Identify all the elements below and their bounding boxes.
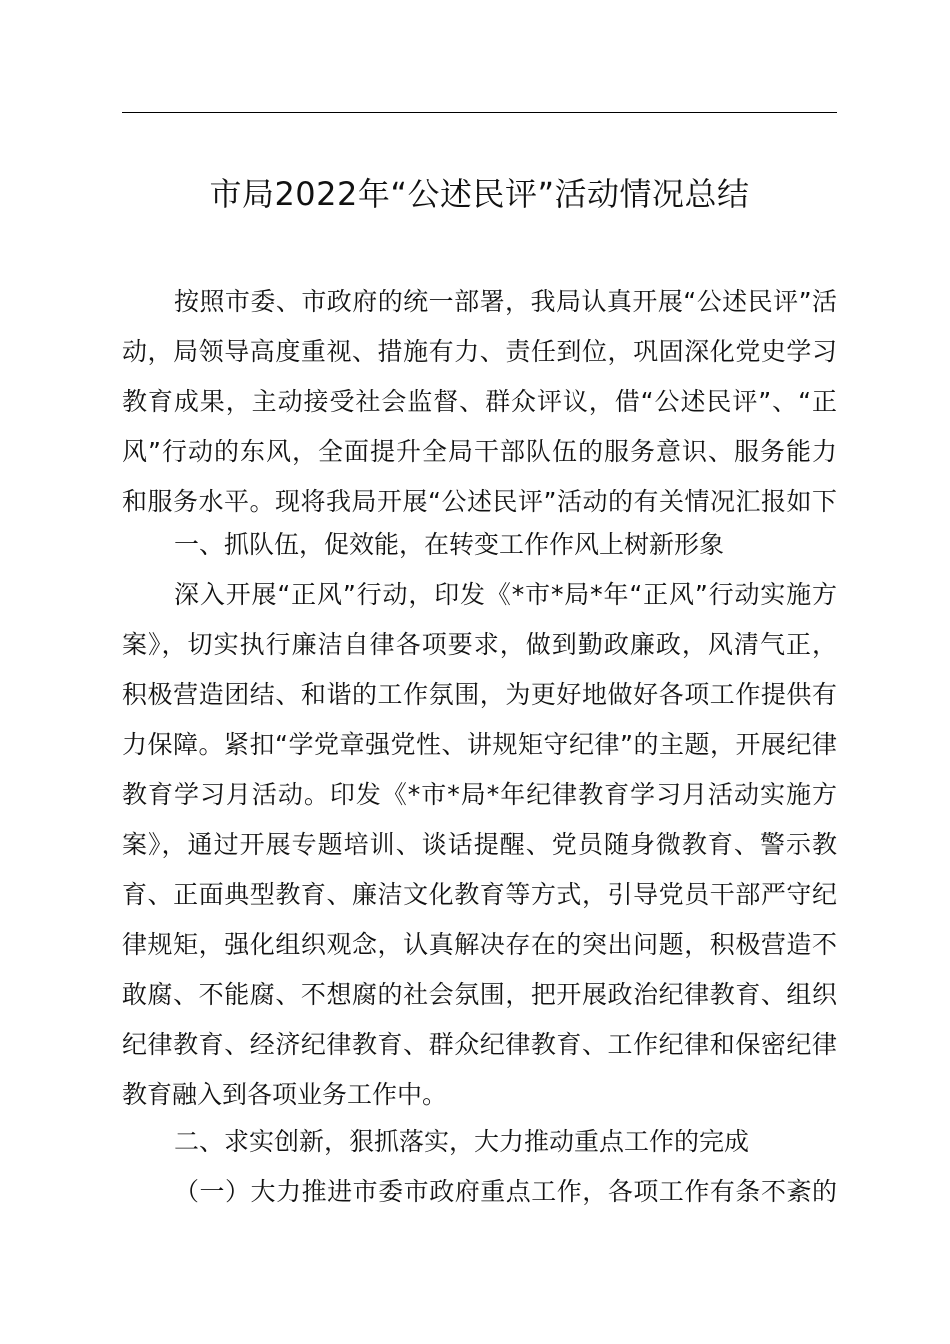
paragraph-intro [122,277,837,527]
text-line: 案》，切实执行廉洁自律各项要求，做到勤政廉政，风清气正， [122,630,837,659]
text-line: 动，局领导高度重视、措施有力、责任到位，巩固深化党史学习 [122,337,837,366]
paragraph-key-work [122,1167,837,1217]
section-heading-text: 二、求实创新，狠抓落实，大力推动重点工作的完成 [174,1127,750,1156]
text-line: 深入开展“正风”行动，印发《*市*局*年“正风”行动实施方 [174,580,837,609]
text-line: 敢腐、不能腐、不想腐的社会氛围，把开展政治纪律教育、组织 [122,980,837,1009]
text-line: 育、正面典型教育、廉洁文化教育等方式，引导党员干部严守纪 [122,880,837,909]
header-rule [122,112,837,113]
text-line: 案》，通过开展专题培训、谈话提醒、党员随身微教育、警示教 [122,830,837,859]
section-heading-1 [122,520,837,570]
text-line: 教育学习月活动。印发《*市*局*年纪律教育学习月活动实施方 [122,780,837,809]
text-line: 教育成果，主动接受社会监督、群众评议，借“公述民评”、“正 [122,387,837,416]
text-line: 教育融入到各项业务工作中。 [122,1080,448,1109]
document-title: 市局2022年“公述民评”活动情况总结 [209,175,750,213]
text-line: 和服务水平。现将我局开展“公述民评”活动的有关情况汇报如下 [122,487,837,516]
text-line: （一）大力推进市委市政府重点工作，各项工作有条不紊的 [174,1177,837,1206]
text-line: 风”行动的东风，全面提升全局干部队伍的服务意识、服务能力 [122,437,837,466]
section-heading-text: 一、抓队伍，促效能，在转变工作作风上树新形象 [174,530,725,559]
paragraph-discipline [122,570,837,1120]
text-line: 积极营造团结、和谐的工作氛围，为更好地做好各项工作提供有 [122,680,837,709]
text-line: 纪律教育、经济纪律教育、群众纪律教育、工作纪律和保密纪律 [122,1030,837,1059]
text-line: 律规矩，强化组织观念，认真解决存在的突出问题，积极营造不 [122,930,837,959]
text-line: 力保障。紧扣“学党章强党性、讲规矩守纪律”的主题，开展纪律 [122,730,837,759]
section-heading-2 [122,1117,837,1167]
text-line: 按照市委、市政府的统一部署，我局认真开展“公述民评”活 [174,287,837,316]
